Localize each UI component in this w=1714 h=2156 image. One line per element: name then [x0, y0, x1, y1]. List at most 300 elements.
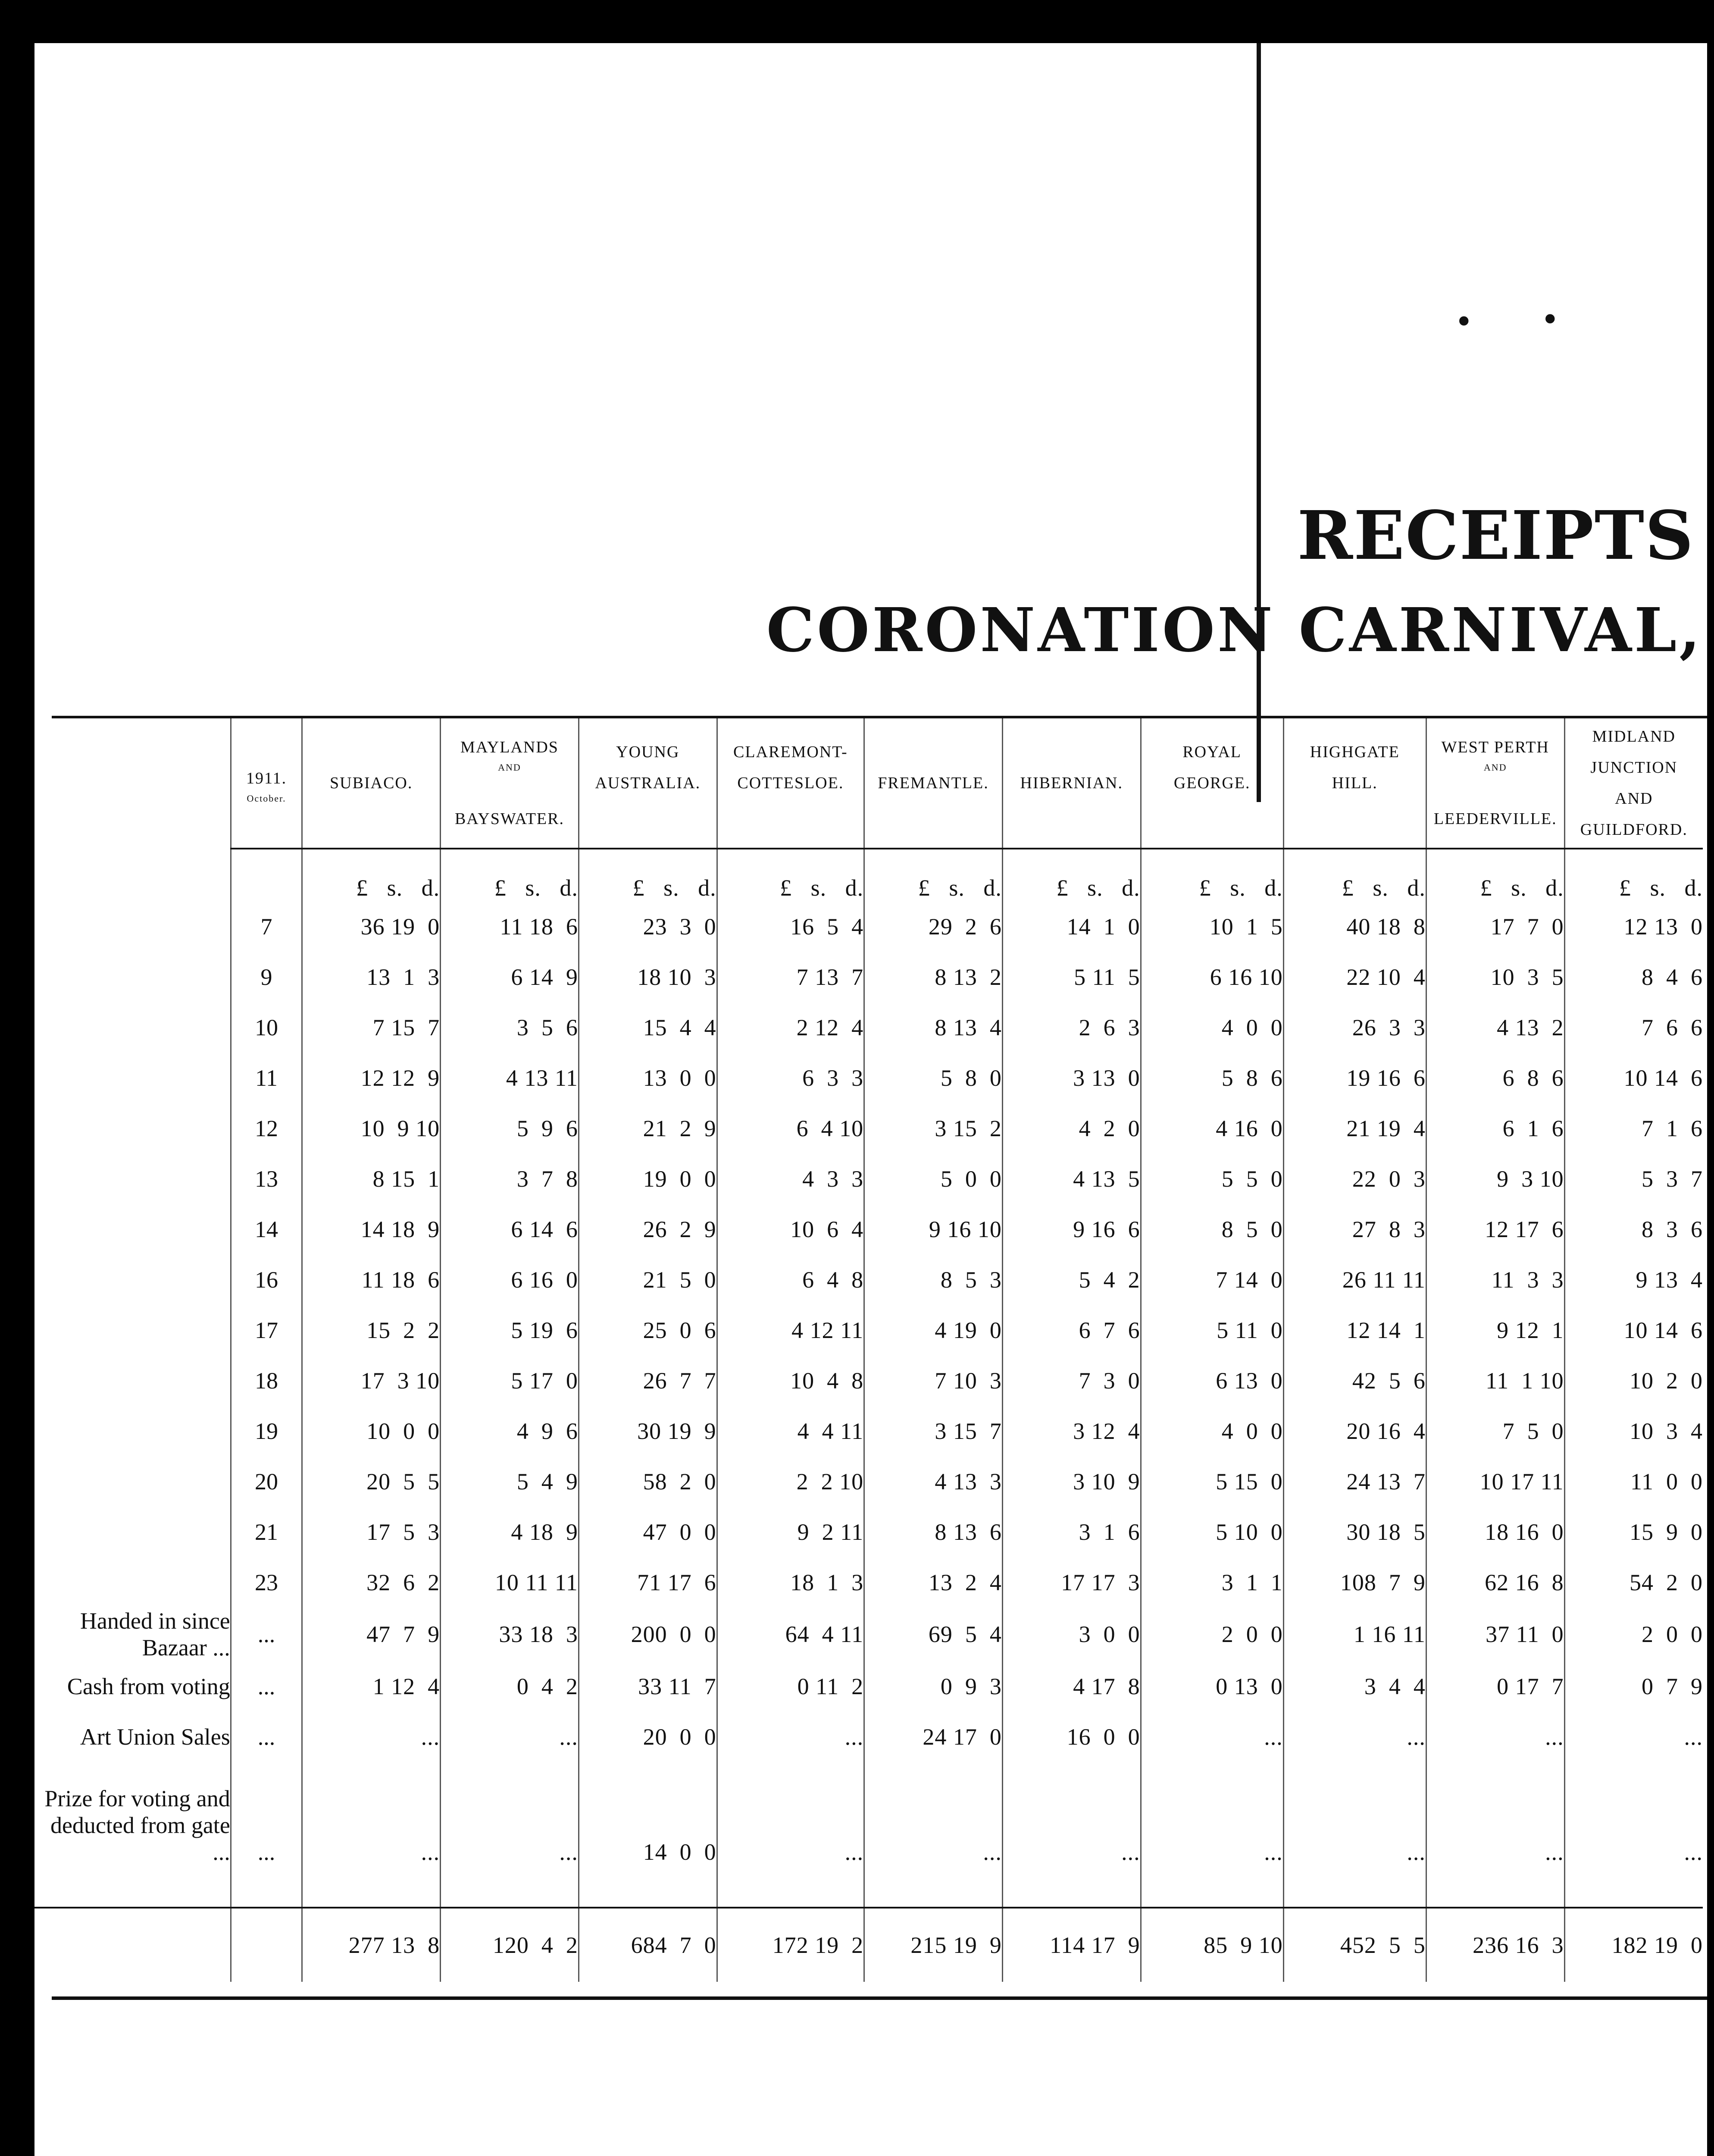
amount-cell: 11 18 6: [302, 1254, 441, 1305]
amount-cell: 3 1 1: [1141, 1557, 1283, 1608]
amount-cell: 8 4 6: [1564, 952, 1703, 1002]
amount-cell: 54 2 0: [1564, 1557, 1703, 1608]
amount-cell: 2 6 3: [1002, 1002, 1141, 1053]
amount-cell: 6 14 6: [441, 1204, 579, 1254]
spacer-cell: [1564, 1865, 1703, 1908]
row-label: [34, 1406, 231, 1456]
amount-cell: 26 3 3: [1283, 1002, 1426, 1053]
spacer-cell: [34, 1865, 231, 1908]
speck-mark: •: [1457, 300, 1471, 342]
amount-cell: 7 3 0: [1002, 1355, 1141, 1406]
table-row: [34, 901, 1703, 952]
amount-cell: 13 2 4: [864, 1557, 1003, 1608]
amount-cell: 33 18 3: [441, 1608, 579, 1661]
spacer-cell: [1002, 1865, 1141, 1908]
amount-cell: 6 14 9: [441, 952, 579, 1002]
amount-cell: 27 8 3: [1283, 1204, 1426, 1254]
row-date: 21: [231, 1507, 302, 1557]
club-column-header: [579, 718, 717, 849]
amount-cell: 4 13 2: [1426, 1002, 1564, 1053]
amount-cell: 20 0 0: [579, 1711, 717, 1762]
amount-cell: ...: [717, 1711, 864, 1762]
receipts-table: [34, 718, 1703, 1982]
amount-cell: 10 14 6: [1564, 1305, 1703, 1355]
row-date: ...: [231, 1608, 302, 1661]
spacer-cell: [1141, 1865, 1283, 1908]
amount-cell: 29 2 6: [864, 901, 1003, 952]
amount-cell: 4 13 11: [441, 1053, 579, 1103]
row-label: Cash from voting: [67, 1673, 230, 1699]
amount-cell: 10 11 11: [441, 1557, 579, 1608]
amount-cell: 14 18 9: [302, 1204, 441, 1254]
amount-cell: 22 0 3: [1283, 1153, 1426, 1204]
amount-cell: 2 0 0: [1141, 1608, 1283, 1661]
amount-cell: 15 9 0: [1564, 1507, 1703, 1557]
spacer-cell: [717, 1865, 864, 1908]
row-label: [34, 1002, 231, 1053]
amount-cell: ...: [1564, 1711, 1703, 1762]
total-cell: 182 19 0: [1564, 1908, 1703, 1982]
table-row: [34, 1305, 1703, 1355]
club-column-header: [717, 718, 864, 849]
currency-label-blank: [34, 849, 231, 901]
club-header-line3: AND GUILDFORD.: [1580, 790, 1688, 839]
table-row: [34, 1103, 1703, 1153]
row-date: 18: [231, 1355, 302, 1406]
row-label: [34, 1204, 231, 1254]
amount-cell: 6 16 0: [441, 1254, 579, 1305]
amount-cell: 5 5 0: [1141, 1153, 1283, 1204]
row-label: [34, 1153, 231, 1204]
amount-cell: 4 16 0: [1141, 1103, 1283, 1153]
spacer-cell: [864, 1865, 1003, 1908]
date-column-header: [231, 718, 302, 849]
row-label: [34, 1456, 231, 1507]
row-date: 23: [231, 1557, 302, 1608]
amount-cell: 8 13 2: [864, 952, 1003, 1002]
amount-cell: 5 11 0: [1141, 1305, 1283, 1355]
row-label: Prize for voting and deducted from gate ...: [44, 1785, 230, 1865]
amount-cell: 21 5 0: [579, 1254, 717, 1305]
club-header-line2: AUSTRALIA.: [595, 774, 701, 792]
amount-cell: 21 19 4: [1283, 1103, 1426, 1153]
amount-cell: 13 1 3: [302, 952, 441, 1002]
amount-cell: 24 13 7: [1283, 1456, 1426, 1507]
amount-cell: 12 14 1: [1283, 1305, 1426, 1355]
amount-cell: 10 4 8: [717, 1355, 864, 1406]
club-header-line2: COTTESLOE.: [737, 774, 844, 792]
amount-cell: 7 5 0: [1426, 1406, 1564, 1456]
amount-cell: 4 17 8: [1002, 1661, 1141, 1711]
amount-cell: 0 13 0: [1141, 1661, 1283, 1711]
amount-cell: 42 5 6: [1283, 1355, 1426, 1406]
amount-cell: 19 0 0: [579, 1153, 717, 1204]
amount-cell: ...: [864, 1762, 1003, 1865]
currency-heading: £ s. d.: [302, 849, 441, 901]
amount-cell: 10 2 0: [1564, 1355, 1703, 1406]
year-label: 1911.: [246, 769, 287, 787]
table-row: [34, 1507, 1703, 1557]
table-row: [34, 1661, 1703, 1711]
amount-cell: 20 5 5: [302, 1456, 441, 1507]
row-label: [34, 952, 231, 1002]
spacer-cell: [1283, 1865, 1426, 1908]
amount-cell: 3 5 6: [441, 1002, 579, 1053]
amount-cell: 15 2 2: [302, 1305, 441, 1355]
amount-cell: 4 0 0: [1141, 1406, 1283, 1456]
table-row: [34, 1254, 1703, 1305]
row-date: ...: [231, 1661, 302, 1711]
club-column-header: [302, 718, 441, 849]
table-row: [34, 1204, 1703, 1254]
amount-cell: 7 14 0: [1141, 1254, 1283, 1305]
footer-rule: [52, 1996, 1707, 2000]
currency-date-blank: [231, 849, 302, 901]
amount-cell: 108 7 9: [1283, 1557, 1426, 1608]
amount-cell: 10 1 5: [1141, 901, 1283, 952]
amount-cell: 5 10 0: [1141, 1507, 1283, 1557]
amount-cell: 47 0 0: [579, 1507, 717, 1557]
amount-cell: 5 8 6: [1141, 1053, 1283, 1103]
amount-cell: 5 17 0: [441, 1355, 579, 1406]
spacer-cell: [579, 1865, 717, 1908]
amount-cell: 7 6 6: [1564, 1002, 1703, 1053]
amount-cell: 8 13 6: [864, 1507, 1003, 1557]
amount-cell: ...: [302, 1762, 441, 1865]
club-header-line2: GEORGE.: [1173, 774, 1251, 792]
amount-cell: 11 1 10: [1426, 1355, 1564, 1406]
amount-cell: 3 0 0: [1002, 1608, 1141, 1661]
amount-cell: 3 7 8: [441, 1153, 579, 1204]
amount-cell: 3 4 4: [1283, 1661, 1426, 1711]
spacer-cell: [231, 1865, 302, 1908]
total-cell: 236 16 3: [1426, 1908, 1564, 1982]
amount-cell: 11 0 0: [1564, 1456, 1703, 1507]
amount-cell: 37 11 0: [1426, 1608, 1564, 1661]
total-cell: 172 19 2: [717, 1908, 864, 1982]
amount-cell: ...: [1141, 1711, 1283, 1762]
amount-cell: 18 1 3: [717, 1557, 864, 1608]
table-row: [34, 1608, 1703, 1661]
amount-cell: ...: [717, 1762, 864, 1865]
row-date: 19: [231, 1406, 302, 1456]
spacer-cell: [441, 1865, 579, 1908]
club-header-line1: MAYLANDS: [460, 738, 559, 756]
row-date: 11: [231, 1053, 302, 1103]
amount-cell: 3 15 7: [864, 1406, 1003, 1456]
table-row: [34, 1002, 1703, 1053]
amount-cell: ...: [441, 1711, 579, 1762]
amount-cell: 10 0 0: [302, 1406, 441, 1456]
row-date: 13: [231, 1153, 302, 1204]
total-cell: 452 5 5: [1283, 1908, 1426, 1982]
amount-cell: 2 2 10: [717, 1456, 864, 1507]
amount-cell: 14 0 0: [579, 1762, 717, 1865]
amount-cell: 5 4 9: [441, 1456, 579, 1507]
row-date: 12: [231, 1103, 302, 1153]
amount-cell: 47 7 9: [302, 1608, 441, 1661]
amount-cell: 36 19 0: [302, 901, 441, 952]
currency-row: [34, 849, 1703, 901]
amount-cell: 62 16 8: [1426, 1557, 1564, 1608]
amount-cell: 6 13 0: [1141, 1355, 1283, 1406]
receipts-table-wrap: [34, 718, 1703, 1996]
amount-cell: 9 13 4: [1564, 1254, 1703, 1305]
table-header-row: [34, 718, 1703, 849]
club-column-header: [1426, 718, 1564, 849]
label-header-blank: [34, 718, 231, 849]
amount-cell: ...: [1141, 1762, 1283, 1865]
table-row: [34, 1355, 1703, 1406]
amount-cell: 33 11 7: [579, 1661, 717, 1711]
speck-mark: •: [1543, 298, 1557, 340]
amount-cell: 4 19 0: [864, 1305, 1003, 1355]
receipts-body: [34, 901, 1703, 1982]
amount-cell: 18 16 0: [1426, 1507, 1564, 1557]
amount-cell: 17 5 3: [302, 1507, 441, 1557]
row-label: [34, 1507, 231, 1557]
amount-cell: 8 3 6: [1564, 1204, 1703, 1254]
amount-cell: 10 9 10: [302, 1103, 441, 1153]
page-subtitle: CORONATION CARNIVAL,: [766, 595, 1703, 666]
amount-cell: 4 2 0: [1002, 1103, 1141, 1153]
table-row: [34, 1711, 1703, 1762]
amount-cell: 3 1 6: [1002, 1507, 1141, 1557]
row-label: [34, 901, 231, 952]
amount-cell: 7 15 7: [302, 1002, 441, 1053]
amount-cell: 4 18 9: [441, 1507, 579, 1557]
amount-cell: 4 13 5: [1002, 1153, 1141, 1204]
amount-cell: 6 1 6: [1426, 1103, 1564, 1153]
amount-cell: 4 13 3: [864, 1456, 1003, 1507]
page-title: RECEIPTS: [1297, 496, 1694, 575]
amount-cell: 8 13 4: [864, 1002, 1003, 1053]
amount-cell: 0 11 2: [717, 1661, 864, 1711]
row-date: 7: [231, 901, 302, 952]
amount-cell: 5 11 5: [1002, 952, 1141, 1002]
amount-cell: 5 19 6: [441, 1305, 579, 1355]
amount-cell: ...: [1002, 1762, 1141, 1865]
amount-cell: 23 3 0: [579, 901, 717, 952]
amount-cell: 0 17 7: [1426, 1661, 1564, 1711]
table-row: [34, 1762, 1703, 1865]
club-header-line2: HILL.: [1332, 774, 1378, 792]
amount-cell: 1 16 11: [1283, 1608, 1426, 1661]
row-label: Art Union Sales: [80, 1724, 230, 1750]
totals-label-blank: [34, 1908, 231, 1982]
amount-cell: 2 0 0: [1564, 1608, 1703, 1661]
amount-cell: 58 2 0: [579, 1456, 717, 1507]
amount-cell: 16 0 0: [1002, 1711, 1141, 1762]
row-label: [34, 1305, 231, 1355]
amount-cell: 11 3 3: [1426, 1254, 1564, 1305]
amount-cell: 21 2 9: [579, 1103, 717, 1153]
total-cell: 277 13 8: [302, 1908, 441, 1982]
amount-cell: 5 15 0: [1141, 1456, 1283, 1507]
table-row: [34, 1557, 1703, 1608]
total-cell: 114 17 9: [1002, 1908, 1141, 1982]
amount-cell: 6 4 8: [717, 1254, 864, 1305]
currency-heading: £ s. d.: [1141, 849, 1283, 901]
club-header-line2: HIBERNIAN.: [1020, 774, 1123, 792]
amount-cell: 7 1 6: [1564, 1103, 1703, 1153]
amount-cell: 4 4 11: [717, 1406, 864, 1456]
table-row: [34, 1456, 1703, 1507]
amount-cell: 0 4 2: [441, 1661, 579, 1711]
amount-cell: ...: [1426, 1762, 1564, 1865]
amount-cell: 6 3 3: [717, 1053, 864, 1103]
amount-cell: 40 18 8: [1283, 901, 1426, 952]
amount-cell: 0 7 9: [1564, 1661, 1703, 1711]
table-row: [34, 1053, 1703, 1103]
row-label: [34, 1103, 231, 1153]
amount-cell: 2 12 4: [717, 1002, 864, 1053]
fold-line: [1257, 43, 1261, 802]
amount-cell: 10 6 4: [717, 1204, 864, 1254]
row-label: Handed in since Bazaar ...: [80, 1608, 230, 1661]
total-cell: 684 7 0: [579, 1908, 717, 1982]
club-column-header: [1141, 718, 1283, 849]
total-cell: 120 4 2: [441, 1908, 579, 1982]
totals-date-blank: [231, 1908, 302, 1982]
amount-cell: 9 3 10: [1426, 1153, 1564, 1204]
amount-cell: 6 4 10: [717, 1103, 864, 1153]
row-label: [34, 1053, 231, 1103]
amount-cell: 7 10 3: [864, 1355, 1003, 1406]
amount-cell: ...: [1564, 1762, 1703, 1865]
amount-cell: 4 12 11: [717, 1305, 864, 1355]
amount-cell: 10 17 11: [1426, 1456, 1564, 1507]
currency-heading: £ s. d.: [717, 849, 864, 901]
club-header-line2: SUBIACO.: [330, 774, 413, 792]
club-header-line1: CLAREMONT-: [733, 743, 848, 761]
amount-cell: 17 3 10: [302, 1355, 441, 1406]
amount-cell: 17 17 3: [1002, 1557, 1141, 1608]
amount-cell: 0 9 3: [864, 1661, 1003, 1711]
amount-cell: 64 4 11: [717, 1608, 864, 1661]
club-column-header: [1002, 718, 1141, 849]
amount-cell: 18 10 3: [579, 952, 717, 1002]
row-date: 9: [231, 952, 302, 1002]
club-header-line1: YOUNG: [616, 743, 680, 761]
currency-heading: £ s. d.: [579, 849, 717, 901]
totals-row: [34, 1908, 1703, 1982]
amount-cell: 5 4 2: [1002, 1254, 1141, 1305]
row-date: 16: [231, 1254, 302, 1305]
currency-heading: £ s. d.: [1426, 849, 1564, 901]
amount-cell: 12 17 6: [1426, 1204, 1564, 1254]
club-column-header: [1564, 718, 1703, 849]
amount-cell: 9 2 11: [717, 1507, 864, 1557]
spacer-cell: [302, 1865, 441, 1908]
currency-heading: £ s. d.: [1564, 849, 1703, 901]
amount-cell: 20 16 4: [1283, 1406, 1426, 1456]
amount-cell: 30 19 9: [579, 1406, 717, 1456]
club-header-line2: AND: [1483, 761, 1507, 773]
club-header-line1: ROYAL: [1182, 743, 1242, 761]
amount-cell: 1 12 4: [302, 1661, 441, 1711]
amount-cell: 5 0 0: [864, 1153, 1003, 1204]
amount-cell: 3 10 9: [1002, 1456, 1141, 1507]
currency-heading: £ s. d.: [441, 849, 579, 901]
amount-cell: 17 7 0: [1426, 901, 1564, 952]
club-header-line2: FREMANTLE.: [878, 774, 989, 792]
amount-cell: 4 9 6: [441, 1406, 579, 1456]
total-cell: 215 19 9: [864, 1908, 1003, 1982]
club-header-line3: BAYSWATER.: [454, 810, 564, 828]
row-date: 10: [231, 1002, 302, 1053]
amount-cell: 15 4 4: [579, 1002, 717, 1053]
amount-cell: 10 3 5: [1426, 952, 1564, 1002]
amount-cell: 12 12 9: [302, 1053, 441, 1103]
amount-cell: 5 8 0: [864, 1053, 1003, 1103]
amount-cell: 9 12 1: [1426, 1305, 1564, 1355]
table-row: [34, 952, 1703, 1002]
row-date: 17: [231, 1305, 302, 1355]
amount-cell: 69 5 4: [864, 1608, 1003, 1661]
amount-cell: 3 13 0: [1002, 1053, 1141, 1103]
amount-cell: 10 14 6: [1564, 1053, 1703, 1103]
row-date: ...: [231, 1762, 302, 1865]
amount-cell: 25 0 6: [579, 1305, 717, 1355]
document-page: [34, 43, 1707, 2156]
amount-cell: ...: [1283, 1762, 1426, 1865]
club-header-line1: WEST PERTH: [1441, 738, 1549, 756]
row-date: 14: [231, 1204, 302, 1254]
amount-cell: ...: [1426, 1711, 1564, 1762]
amount-cell: 19 16 6: [1283, 1053, 1426, 1103]
club-header-line3: LEEDERVILLE.: [1433, 810, 1557, 828]
row-label: [34, 1254, 231, 1305]
amount-cell: 4 0 0: [1141, 1002, 1283, 1053]
amount-cell: 9 16 10: [864, 1204, 1003, 1254]
amount-cell: 14 1 0: [1002, 901, 1141, 952]
amount-cell: 32 6 2: [302, 1557, 441, 1608]
month-label: October.: [247, 793, 286, 804]
currency-heading: £ s. d.: [864, 849, 1003, 901]
amount-cell: 71 17 6: [579, 1557, 717, 1608]
row-date: ...: [231, 1711, 302, 1762]
amount-cell: 8 5 3: [864, 1254, 1003, 1305]
amount-cell: 3 12 4: [1002, 1406, 1141, 1456]
amount-cell: ...: [1283, 1711, 1426, 1762]
amount-cell: 200 0 0: [579, 1608, 717, 1661]
amount-cell: 16 5 4: [717, 901, 864, 952]
club-header-line1: MIDLAND: [1592, 727, 1676, 746]
table-row: [34, 1153, 1703, 1204]
amount-cell: 26 7 7: [579, 1355, 717, 1406]
currency-heading: £ s. d.: [1002, 849, 1141, 901]
amount-cell: 3 15 2: [864, 1103, 1003, 1153]
row-label: [34, 1557, 231, 1608]
amount-cell: 4 3 3: [717, 1153, 864, 1204]
amount-cell: 5 9 6: [441, 1103, 579, 1153]
club-header-line2: AND: [498, 761, 521, 773]
amount-cell: 26 11 11: [1283, 1254, 1426, 1305]
amount-cell: 26 2 9: [579, 1204, 717, 1254]
spacer-row: [34, 1865, 1703, 1908]
club-column-header: [1283, 718, 1426, 849]
amount-cell: ...: [302, 1711, 441, 1762]
total-cell: 85 9 10: [1141, 1908, 1283, 1982]
row-date: 20: [231, 1456, 302, 1507]
amount-cell: 12 13 0: [1564, 901, 1703, 952]
currency-heading: £ s. d.: [1283, 849, 1426, 901]
spacer-cell: [1426, 1865, 1564, 1908]
amount-cell: 22 10 4: [1283, 952, 1426, 1002]
club-column-header: [441, 718, 579, 849]
amount-cell: 8 15 1: [302, 1153, 441, 1204]
